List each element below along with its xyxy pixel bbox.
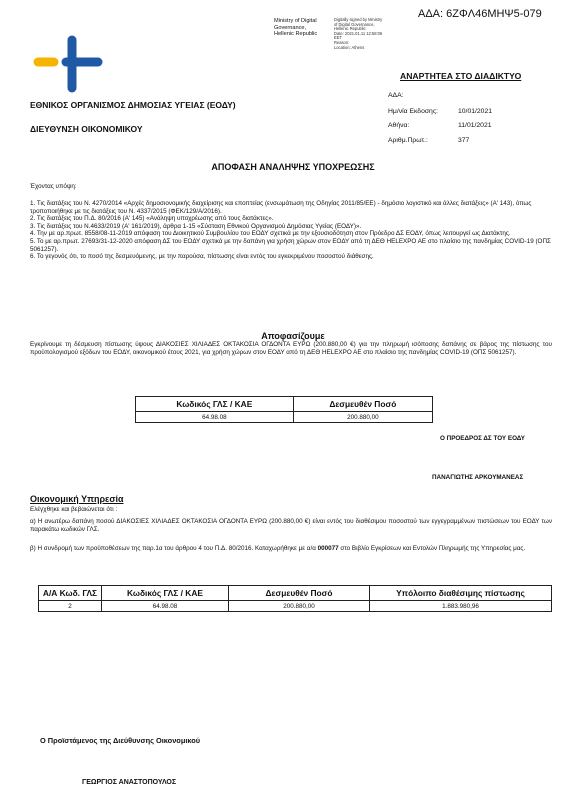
table-header: Α/Α Κωδ. ΓΛΣ xyxy=(39,586,102,601)
checked-statement: Ελέγχθηκε και βεβαιώνεται ότι : xyxy=(30,506,118,513)
protocol-value: 377 xyxy=(458,137,470,144)
table-row xyxy=(39,601,552,612)
ada-top-code: ΑΔΑ: 6ΖΦΛ46ΜΗΨ5-079 xyxy=(418,8,542,20)
issue-date-value: 10/01/2021 xyxy=(458,108,493,115)
finance-item-a: α) Η ανωτέρω δαπάνη ποσού ΔΙΑΚΟΣΙΕΣ ΧΙΛΙΑΔΕΣ ΟΚΤΑΚΟΣΙΑ ΟΓΔΟΝΤΑ ΕΥΡΩ (200.880,00 €) είναι εντός του διαθέσιμου ποσοστού των εγγεγραμμένων πιστώσεων του ΕΟΔΥ των παρακάτω κωδικών ΓΛΣ. xyxy=(30,518,552,533)
chair-title: Ο ΠΡΟΕΔΡΟΣ ΔΣ ΤΟΥ ΕΟΔΥ xyxy=(440,435,525,442)
chair-name: ΠΑΝΑΓΙΩΤΗΣ ΑΡΚΟΥΜΑΝΕΑΣ xyxy=(432,474,524,481)
decision-heading: Αποφασίζουμε xyxy=(261,331,325,341)
table-cell: 64.98.08 xyxy=(102,601,229,612)
signed-by-block: Ministry of Digital Governance, Hellenic Republic xyxy=(274,18,318,37)
consideration-item: 1. Τις διατάξεις του Ν. 4270/2014 «Αρχές δημοσιονομικής διαχείρισης και εποπτείας (ενσωμάτωση της Οδηγίας 2011/85/ΕΕ) - δημόσιο λογιστικό και άλλες διατάξεις» (Α' 143), όπως τροποποιήθηκε με τις διατάξεις του Ν. 4337/2015 (ΦΕΚ/129/Α/2016). xyxy=(30,200,532,215)
consideration-item: 2. Τις διατάξεις του Π.Δ. 80/2016 (Α' 145) «Ανάληψη υποχρέωσης από τους διατάκτες». xyxy=(30,215,274,223)
approval-text: Εγκρίνουμε τη δέσμευση πίστωσης ύψους ΔΙΑΚΟΣΙΕΣ ΧΙΛΙΑΔΕΣ ΟΚΤΑΚΟΣΙΑ ΟΓΔΟΝΤΑ ΕΥΡΩ (200.880,00 €) για την πληρωμή ισόποσης δαπάνης σε βάρος της πίστωσης του προϋπολογισμού εξόδων του ΕΟΔΥ, οικονομικού έτους 2021, για χρήση χώρων στον ΕΟΔΥ από τη ΔΕΘ HELEXPO AE στο πλαίσιο της πανδημίας COVID-19 (ΟΠΣ 5061257). xyxy=(30,341,552,356)
table-header: Κωδικός ΓΛΣ / ΚΑΕ xyxy=(102,586,229,601)
department-name: ΔΙΕΥΘΥΝΣΗ ΟΙΚΟΝΟΜΙΚΟΥ xyxy=(30,124,143,134)
finance-service-heading: Οικονομική Υπηρεσία xyxy=(30,494,124,504)
organization-name: ΕΘΝΙΚΟΣ ΟΡΓΑΝΙΣΜΟΣ ΔΗΜΟΣΙΑΣ ΥΓΕΙΑΣ (ΕΟΔΥ) xyxy=(30,100,236,110)
table-cell: 2 xyxy=(39,601,102,612)
eody-logo xyxy=(32,30,112,100)
protocol-label: Αριθμ.Πρωτ.: xyxy=(388,137,428,144)
considerations-list xyxy=(30,200,552,261)
finance-item-b: β) Η συνδρομή των προϋποθέσεων της παρ.1α του άρθρου 4 του Π.Δ. 80/2016. Καταχωρήθηκε με α/α 000077 στο Βιβλίο Εγκρίσεων και Εντολών Πληρωμής της Υπηρεσίας μας. xyxy=(30,545,526,552)
finance-director-name: ΓΕΩΡΓΙΟΣ ΑΝΑΣΤΟΠΟΥΛΟΣ xyxy=(82,779,177,786)
table-cell: 1.883.980,96 xyxy=(370,601,552,612)
table-header: Δεσμευθέν Ποσό xyxy=(229,586,370,601)
registry-number: 000077 xyxy=(317,545,339,552)
document-title: ΑΠΟΦΑΣΗ ΑΝΑΛΗΨΗΣ ΥΠΟΧΡΕΩΣΗΣ xyxy=(211,162,375,172)
table-cell: 200.880,00 xyxy=(293,412,432,423)
table-cell: 64.98.08 xyxy=(136,412,294,423)
digital-signature-details: Digitally signed by Ministry of Digital Governance, Hellenic Republic Date: 2021.01.11 12:58:06 EET Reason: Location: Athens xyxy=(334,17,383,50)
commitment-table xyxy=(135,396,433,423)
table-cell: 200.880,00 xyxy=(229,601,370,612)
table-header: Δεσμευθέν Ποσό xyxy=(293,397,432,412)
table-header: Κωδικός ΓΛΣ / ΚΑΕ xyxy=(136,397,294,412)
ada-label: ΑΔΑ: xyxy=(388,92,404,99)
post-online-notice: ΑΝΑΡΤΗΤΕΑ ΣΤΟ ΔΙΑΔΙΚΤΥΟ xyxy=(400,71,522,81)
athens-date-label: Αθήνα: xyxy=(388,122,410,129)
table-header: Υπόλοιπο διαθέσιμης πίστωσης xyxy=(370,586,552,601)
consideration-item: 5. Το με αρ.πρωτ. 27693/31-12-2020 απόφαση ΔΣ του ΕΟΔΥ σχετικά με την δαπάνη για χρήση χώρων στον ΕΟΔΥ από τη ΔΕΘ HELEXPO AE στο πλαίσιο της πανδημίας COVID-19 (ΟΠΣ 5061257). xyxy=(30,237,551,253)
issue-date-label: Ημ/νία Εκδοσης: xyxy=(388,108,438,115)
having-considered: Έχοντας υπόψη: xyxy=(30,183,77,190)
table-row xyxy=(136,412,433,423)
credit-balance-table xyxy=(38,585,552,612)
consideration-item: 3. Τις διατάξεις του Ν.4633/2019 (Α' 161/2019), άρθρα 1-15 «Σύσταση Εθνικού Οργανισμού Δημόσιας Υγείας (ΕΟΔΥ)». xyxy=(30,222,362,230)
athens-date-value: 11/01/2021 xyxy=(458,122,492,129)
consideration-item: 6. Το γεγονός ότι, το ποσό της δεσμευόμενης, με την παρούσα, πίστωσης είναι εντός του εγκεκριμένου ποσοστού διάθεσης. xyxy=(30,253,374,261)
consideration-item: 4. Την με αρ.πρωτ. 8558/08-11-2019 απόφαση του Διοικητικού Συμβουλίου του ΕΟΔΥ σχετικά με την εξουσιοδότηση στον Πρόεδρο ΔΣ ΕΟΔΥ, όπως λειτουργεί ως Διατάκτης. xyxy=(30,230,511,238)
finance-director-title: Ο Προϊστάμενος της Διεύθυνσης Οικονομικού xyxy=(40,736,201,745)
